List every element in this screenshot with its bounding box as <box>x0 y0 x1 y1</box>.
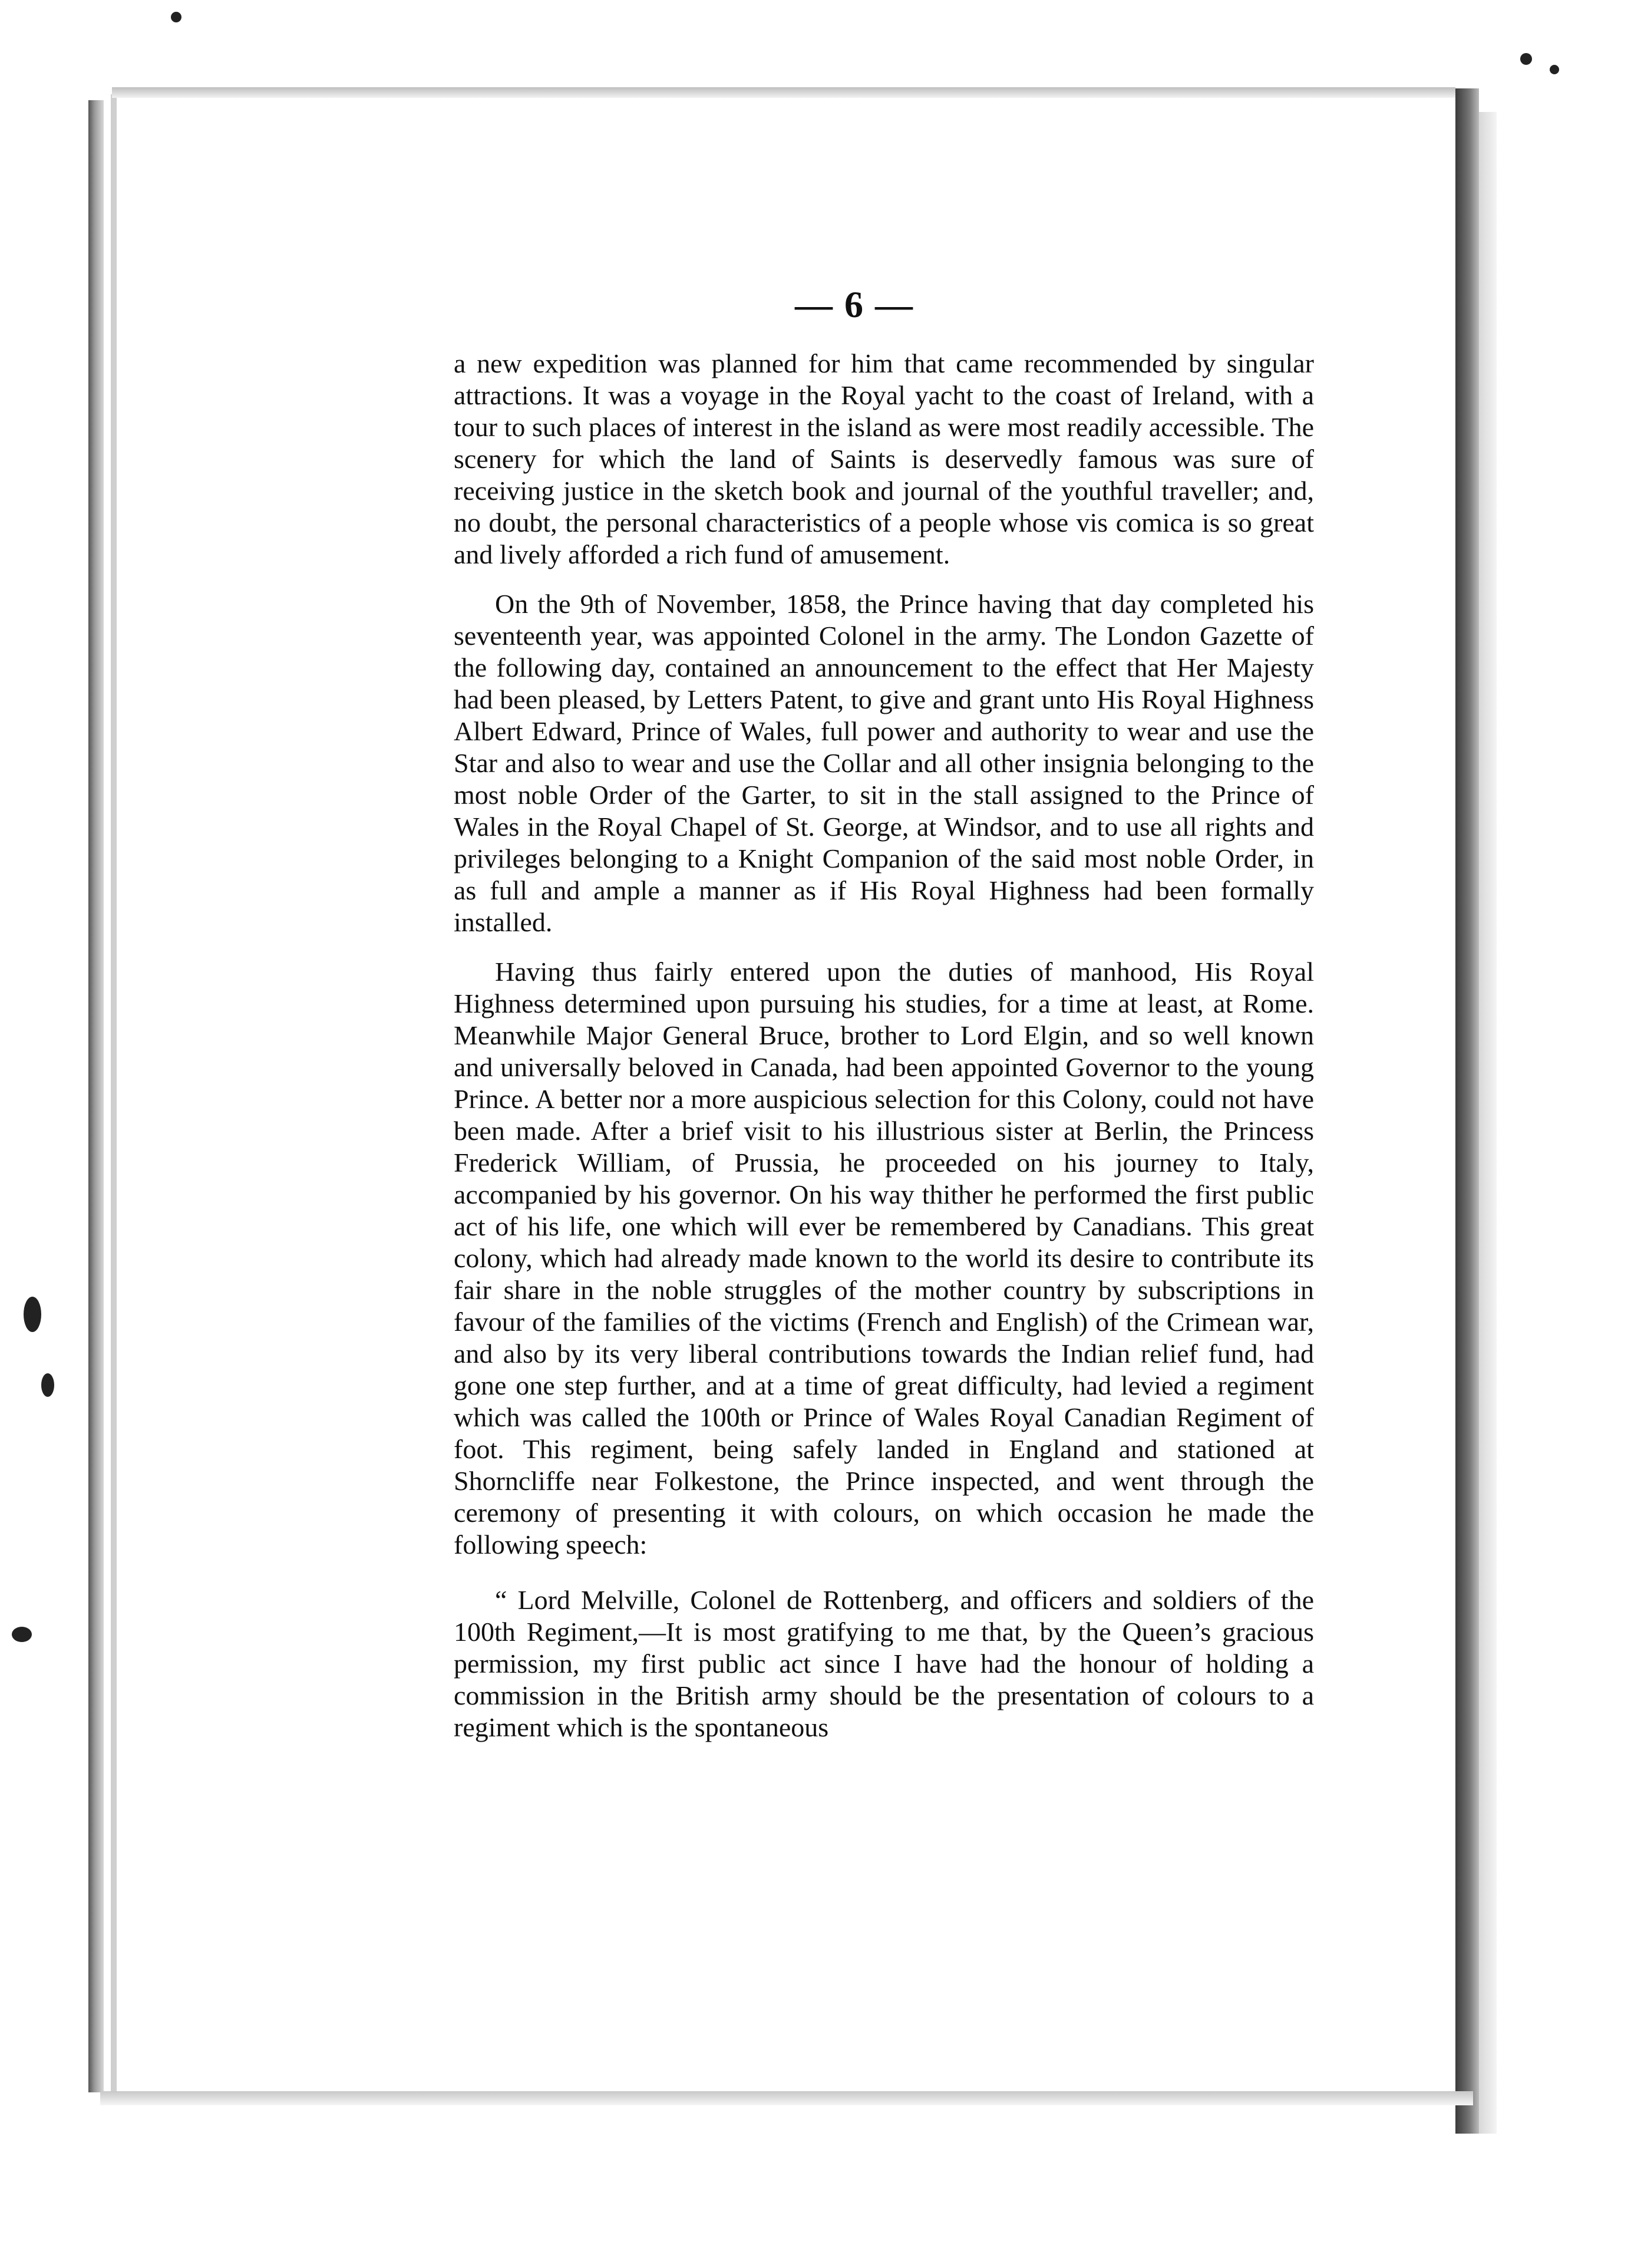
scan-speck <box>1550 65 1559 74</box>
book-spine-shadow <box>88 100 104 2092</box>
scan-speck <box>1520 53 1532 65</box>
page-right-edge <box>1479 112 1497 2134</box>
scan-speck <box>24 1297 41 1332</box>
paragraph-colonel-appointment: On the 9th of November, 1858, the Prince having that day completed his seventeenth year, was appointed Colonel in the army. The London Gazette of the following day, contained an announcement to the effect that Her Majesty had been pleased, by Letters Patent, to give and grant unto His Royal Highness Albert Edward, Prince of Wales, full power and authority to wear and use the Star and also to wear and use the Collar and all other insignia belonging to the most noble Order of the Garter, to sit in the stall assigned to the Prince of Wales in the Royal Chapel of St. George, at Windsor, and to use all rights and privileges belonging to a Knight Companion of the said most noble Order, in as full and ample a manner as if His Royal Highness had been formally installed. <box>454 589 1314 937</box>
body-text <box>454 348 1314 1761</box>
book-right-edge-shadow <box>1455 88 1479 2134</box>
page-bottom-edge <box>100 2091 1473 2105</box>
paragraph-speech-quote: “ Lord Melville, Colonel de Rottenberg, and officers and soldiers of the 100th Regiment,—It is most gratifying to me that, by the Queen’s gracious permission, my first public act since I have had the honour of holding a commission in the British army should be the presentation of colours to a regiment which is the spontaneous <box>454 1585 1314 1742</box>
scan-speck <box>171 12 181 22</box>
page-number: — 6 — <box>795 284 914 325</box>
paragraph-expedition: a new expedition was planned for him that came recommended by singular attractions. It was a voyage in the Royal yacht to the coast of Ireland, with a tour to such places of interest in the island as were most readily accessible. The scenery for which the land of Saints is deservedly famous was sure of receiving justice in the sketch book and journal of the youthful traveller; and, no doubt, the personal characteristics of a people whose vis comica is so great and lively afforded a rich fund of amusement. <box>454 348 1314 569</box>
scan-speck <box>41 1373 54 1397</box>
page-left-edge <box>111 94 117 2092</box>
paragraph-studies-rome: Having thus fairly entered upon the duties of manhood, His Royal Highness determined upon pursuing his studies, for a time at least, at Rome. Meanwhile Major General Bruce, brother to Lord Elgin, and so well known and universally beloved in Canada, had been appointed Governor to the young Prince. A better nor a more auspicious selection for this Colony, could not have been made. After a brief visit to his illustrious sister at Berlin, the Princess Frederick William, of Prussia, he proceeded on his journey to Italy, accompanied by his governor. On his way thither he performed the first public act of his life, one which will ever be remembered by Canadians. This great colony, which had already made known to the world its desire to contribute its fair share in the noble struggles of the mother country by subscriptions in favour of the families of the victims (French and English) of the Crimean war, and also by its very liberal contributions towards the Indian relief fund, had gone one step further, and at a time of great difficulty, had levied a regiment which was called the 100th or Prince of Wales Royal Canadian Regiment of foot. This regiment, being safely landed in England and stationed at Shorncliffe near Folkestone, the Prince inspected, and went through the ceremony of presenting it with colours, on which occasion he made the following speech: <box>454 957 1314 1560</box>
page-top-edge <box>112 87 1455 98</box>
scan-speck <box>12 1627 32 1642</box>
